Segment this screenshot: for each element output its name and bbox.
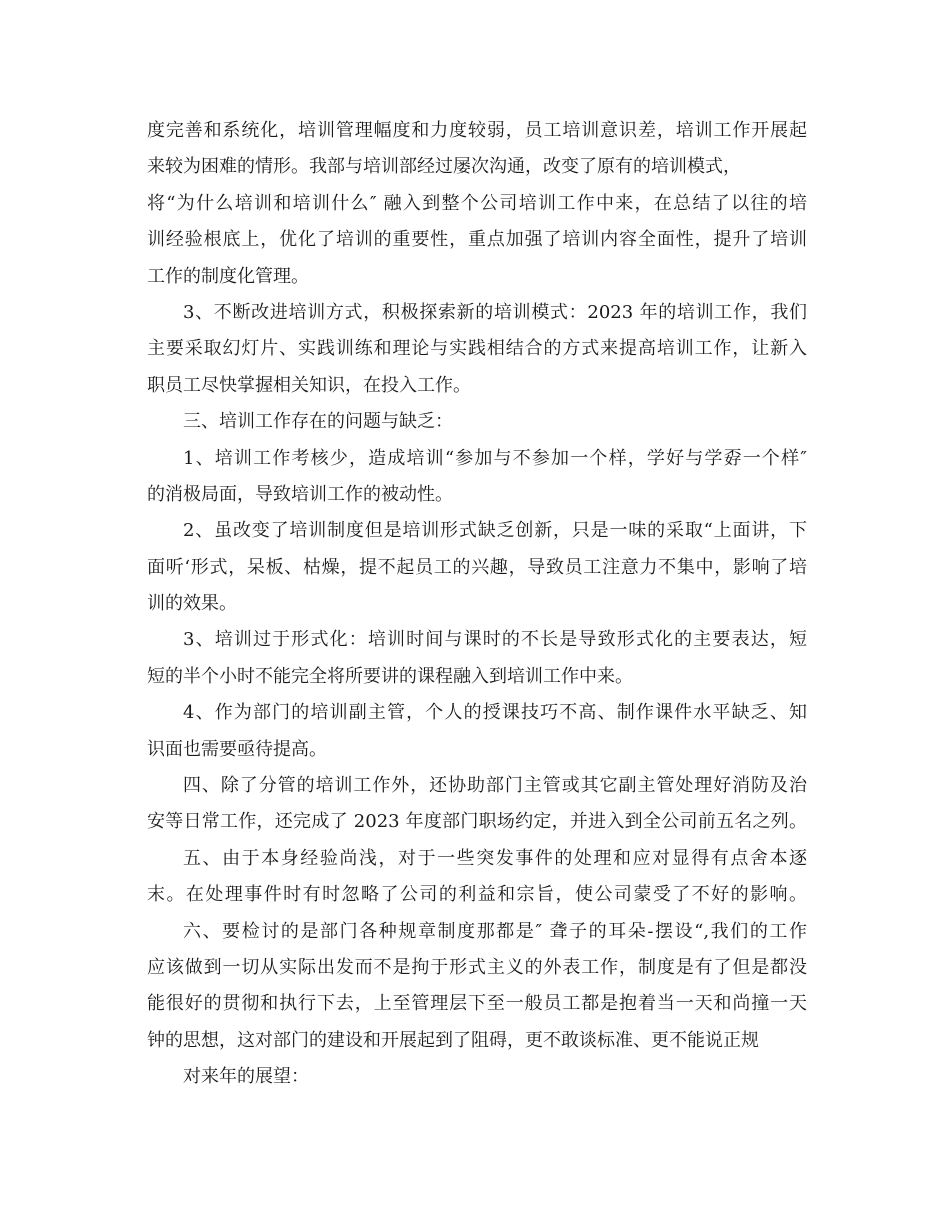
text-line: 来较为困难的情形。我部与培训部经过屡次沟通，改变了原有的培训模式， [147, 156, 741, 178]
text-line: 末。在处理事件时有时忽略了公司的利益和宗旨，使公司蒙受了不好的影响。 [147, 884, 807, 906]
text-line: 四、除了分管的培训工作外，还协助部门主管或其它副主管处理好消防及治 [183, 775, 807, 797]
text-line: 安等日常工作，还完成了 2023 年度部门职场约定，并进入到全公司前五名之列。 [147, 811, 807, 833]
text-line: 主要采取幻灯片、实践训练和理论与实践相结合的方式来提高培训工作，让新入 [147, 338, 807, 360]
text-line: 五、由于本身经验尚浅，对于一些突发事件的处理和应对显得有点舍本逐 [183, 847, 807, 869]
text-line: 工作的制度化管理。 [147, 265, 309, 287]
text-line: 识面也需要亟待提高。 [147, 738, 327, 760]
text-line: 的消极局面，导致培训工作的被动性。 [147, 483, 453, 505]
text-line: 职员工尽快掌握相关知识，在投入工作。 [147, 374, 471, 396]
text-line: 2、虽改变了培训制度但是培训形式缺乏创新，只是一味的采取“上面讲，下 [183, 520, 807, 542]
text-line: 3、培训过于形式化：培训时间与课时的不长是导致形式化的主要表达，短 [183, 629, 807, 651]
text-line: 度完善和系统化，培训管理幅度和力度较弱，员工培训意识差，培训工作开展起 [147, 120, 807, 141]
text-line: 三、培训工作存在的问题与缺乏： [183, 411, 453, 433]
text-line: 将“为什么培训和培训什么″ 融入到整个公司培训工作中来，在总结了以往的培 [147, 192, 807, 214]
text-line: 对来年的展望： [183, 1066, 309, 1088]
text-line: 六、要检讨的是部门各种规章制度那都是″ 聋子的耳朵-摆设“,我们的工作 [183, 920, 807, 942]
text-line: 应该做到一切从实际出发而不是拘于形式主义的外表工作，制度是有了但是都没 [147, 956, 807, 978]
text-line: 4、作为部门的培训副主管，个人的授课技巧不高、制作课件水平缺乏、知 [183, 702, 807, 724]
text-line: 3、不断改进培训方式，积极探索新的培训模式：2023 年的培训工作，我们 [183, 301, 807, 323]
text-line: 钟的思想，这对部门的建设和开展起到了阻碍，更不敢谈标准、更不能说正规 [147, 1029, 759, 1051]
document-body [147, 113, 807, 1096]
text-line: 训经验根底上，优化了培训的重要性，重点加强了培训内容全面性，提升了培训 [147, 229, 807, 251]
text-line: 能很好的贯彻和执行下去，上至管理层下至一般员工都是抱着当一天和尚撞一天 [147, 993, 807, 1015]
text-line: 1、培训工作考核少，造成培训“参加与不参加一个样，学好与学孬一个样″ [183, 447, 807, 469]
text-line: 训的效果。 [147, 593, 237, 615]
text-line: 面听‘形式，呆板、枯燥，提不起员工的兴趣，导致员工注意力不集中，影响了培 [147, 556, 807, 578]
text-line: 短的半个小时不能完全将所要讲的课程融入到培训工作中来。 [147, 665, 633, 687]
